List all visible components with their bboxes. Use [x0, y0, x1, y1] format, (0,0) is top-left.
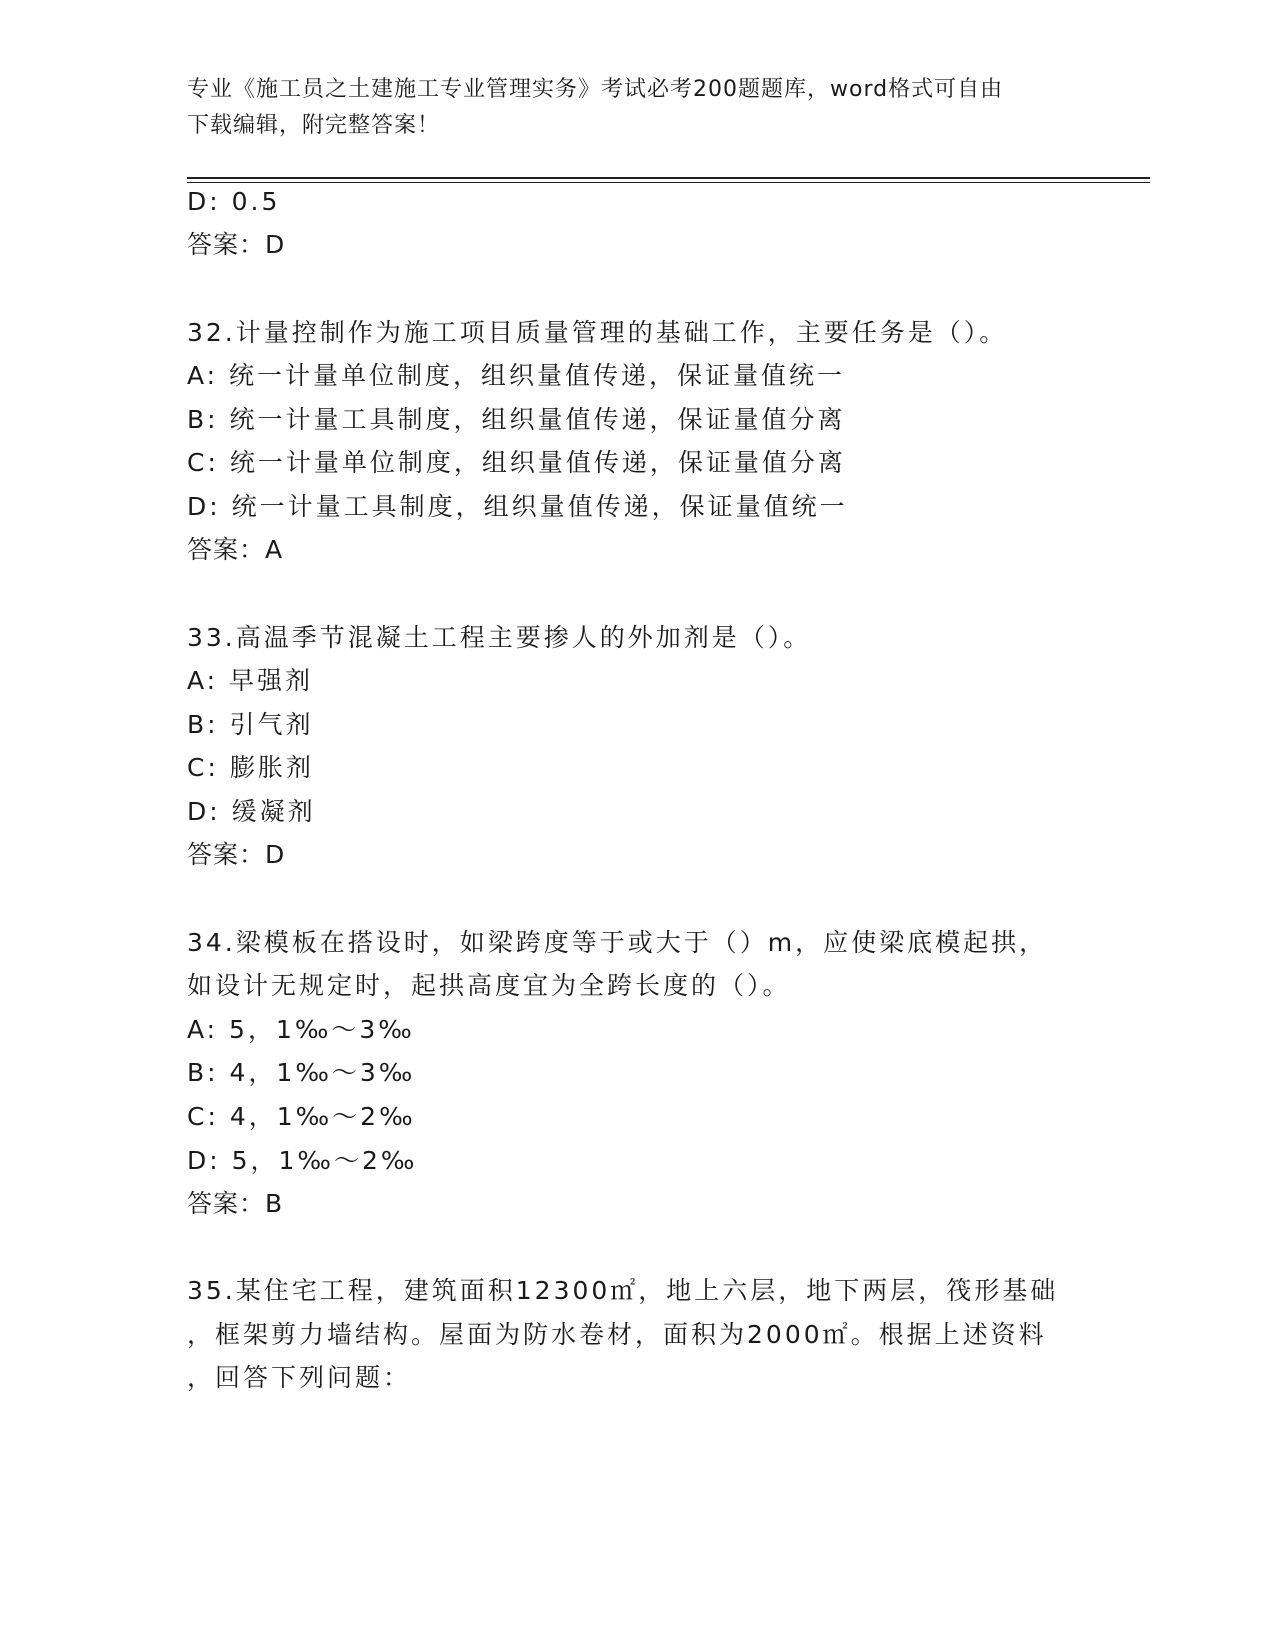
q32-option-c: C: 统一计量单位制度，组织量值传递，保证量值分离 — [187, 448, 846, 477]
q34-question-line-1: 34.梁模板在搭设时，如梁跨度等于或大于（）m，应使梁底模起拱， — [187, 928, 1048, 957]
q33-question: 33.高温季节混凝土工程主要掺人的外加剂是（）。 — [187, 623, 812, 652]
q34-option-b: B: 4，1‰～3‰ — [187, 1058, 416, 1087]
header-line-1: 专业《施工员之土建施工专业管理实务》考试必考200题题库，word格式可自由 — [187, 77, 1004, 102]
q35-line-1: 35.某住宅工程，建筑面积12300㎡，地上六层，地下两层，筏形基础 — [187, 1276, 1059, 1305]
q33-option-a: A: 早强剂 — [187, 666, 314, 695]
q33-option-c: C: 膨胀剂 — [187, 753, 314, 782]
q34-option-a: A: 5，1‰～3‰ — [187, 1015, 415, 1044]
q34-answer: 答案：B — [187, 1189, 284, 1218]
q33-option-b: B: 引气剂 — [187, 710, 314, 739]
q32-answer: 答案：A — [187, 535, 284, 564]
header-divider-thin — [187, 182, 1150, 183]
q35-line-3: ，回答下列问题： — [187, 1363, 412, 1392]
q34-option-d: D: 5，1‰～2‰ — [187, 1146, 418, 1175]
document-header — [187, 72, 1087, 144]
prev-answer: 答案：D — [187, 230, 286, 259]
q33-answer: 答案：D — [187, 840, 286, 869]
q32-option-d: D: 统一计量工具制度，组织量值传递，保证量值统一 — [187, 492, 848, 521]
q34-question-line-2: 如设计无规定时，起拱高度宜为全跨长度的（）。 — [187, 971, 791, 1000]
q33-option-d: D: 缓凝剂 — [187, 797, 316, 826]
q32-question: 32.计量控制作为施工项目质量管理的基础工作，主要任务是（）。 — [187, 318, 1008, 347]
q34-option-c: C: 4，1‰～2‰ — [187, 1102, 416, 1131]
q32-option-b: B: 统一计量工具制度，组织量值传递，保证量值分离 — [187, 405, 846, 434]
header-divider-thick — [187, 177, 1150, 179]
prev-option-d: D: 0.5 — [187, 187, 281, 216]
header-line-2: 下载编辑，附完整答案！ — [187, 113, 441, 138]
q32-option-a: A: 统一计量单位制度，组织量值传递，保证量值统一 — [187, 361, 846, 390]
q35-line-2: ，框架剪力墙结构。屋面为防水卷材，面积为2000㎡。根据上述资料 — [187, 1320, 1047, 1349]
